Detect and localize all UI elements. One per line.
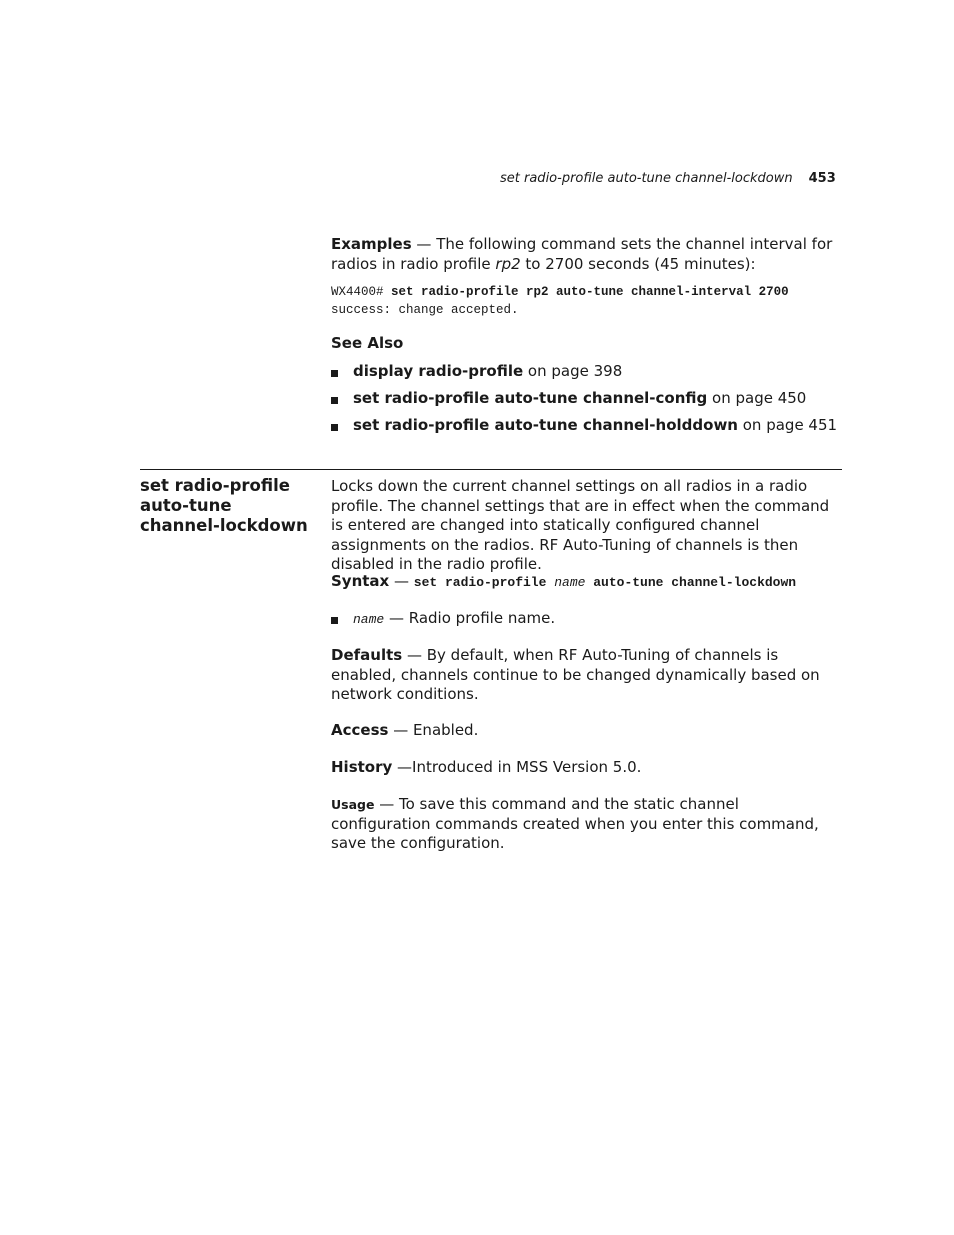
access-label: Access bbox=[331, 721, 389, 739]
examples-text-2: to 2700 seconds (45 minutes): bbox=[520, 254, 756, 273]
bullet-icon bbox=[331, 424, 338, 431]
defaults-label: Defaults bbox=[331, 646, 403, 664]
section-title-line: set radio-profile bbox=[140, 476, 290, 495]
syntax-dash: — bbox=[389, 572, 414, 590]
see-also-item bbox=[353, 389, 806, 407]
code-prompt: WX4400# bbox=[331, 285, 392, 299]
section-description: Locks down the current channel settings on all radios in a radio profile. The channel settings that are in effect when the command is entered are changed into statically configured channel assignments on the radios. RF Auto-Tuning of channels is then disabled in the radio profile. bbox=[331, 477, 830, 573]
access-paragraph bbox=[331, 721, 478, 741]
usage-label: Usage bbox=[331, 797, 375, 812]
examples-text-1: — The following command sets the channel interval for radios in radio profile bbox=[331, 235, 833, 273]
defaults-text: — By default, when RF Auto-Tuning of channels is enabled, channels continue to be changed dynamically based on network conditions. bbox=[331, 646, 820, 703]
section-divider bbox=[140, 469, 842, 470]
bullet-icon bbox=[331, 397, 338, 404]
syntax-label: Syntax bbox=[331, 572, 390, 590]
param-item bbox=[353, 609, 555, 627]
page-number: 453 bbox=[808, 171, 836, 186]
section-title-line: auto-tune bbox=[140, 496, 232, 515]
defaults-paragraph bbox=[331, 646, 836, 705]
usage-text: — To save this command and the static channel configuration commands created when you enter this command, save the configuration. bbox=[331, 795, 819, 852]
history-text: —Introduced in MSS Version 5.0. bbox=[392, 758, 642, 776]
see-also-item bbox=[353, 416, 837, 434]
code-command: set radio-profile rp2 auto-tune channel-interval 2700 bbox=[391, 285, 789, 299]
see-also-page-ref: on page 450 bbox=[707, 389, 807, 407]
examples-label: Examples bbox=[331, 235, 412, 253]
code-output: success: change accepted. bbox=[331, 303, 519, 317]
history-label: History bbox=[331, 758, 393, 776]
syntax-command-part: set radio-profile bbox=[413, 575, 555, 590]
running-header bbox=[500, 171, 836, 186]
see-also-page-ref: on page 398 bbox=[523, 362, 623, 380]
running-title: set radio-profile auto-tune channel-lockdown bbox=[500, 171, 793, 186]
see-also-link[interactable]: display radio-profile bbox=[353, 362, 524, 380]
usage-paragraph bbox=[331, 795, 841, 854]
see-also-item bbox=[353, 362, 622, 380]
examples-profile-name: rp2 bbox=[495, 254, 521, 273]
see-also-page-ref: on page 451 bbox=[737, 416, 838, 434]
param-description: — Radio profile name. bbox=[384, 609, 556, 627]
syntax-command-part: auto-tune channel-lockdown bbox=[585, 575, 797, 590]
examples-paragraph bbox=[331, 235, 846, 274]
section-title-line: channel-lockdown bbox=[140, 516, 308, 535]
history-paragraph bbox=[331, 758, 641, 778]
see-also-link[interactable]: set radio-profile auto-tune channel-holddown bbox=[353, 416, 738, 434]
example-code-block bbox=[331, 283, 789, 319]
bullet-icon bbox=[331, 617, 338, 624]
see-also-link[interactable]: set radio-profile auto-tune channel-config bbox=[353, 389, 708, 407]
section-title bbox=[140, 476, 315, 536]
param-name: name bbox=[353, 612, 385, 627]
see-also-heading: See Also bbox=[331, 334, 404, 352]
syntax-line bbox=[331, 572, 796, 593]
syntax-param: name bbox=[554, 575, 586, 590]
bullet-icon bbox=[331, 370, 338, 377]
access-text: — Enabled. bbox=[388, 721, 479, 739]
